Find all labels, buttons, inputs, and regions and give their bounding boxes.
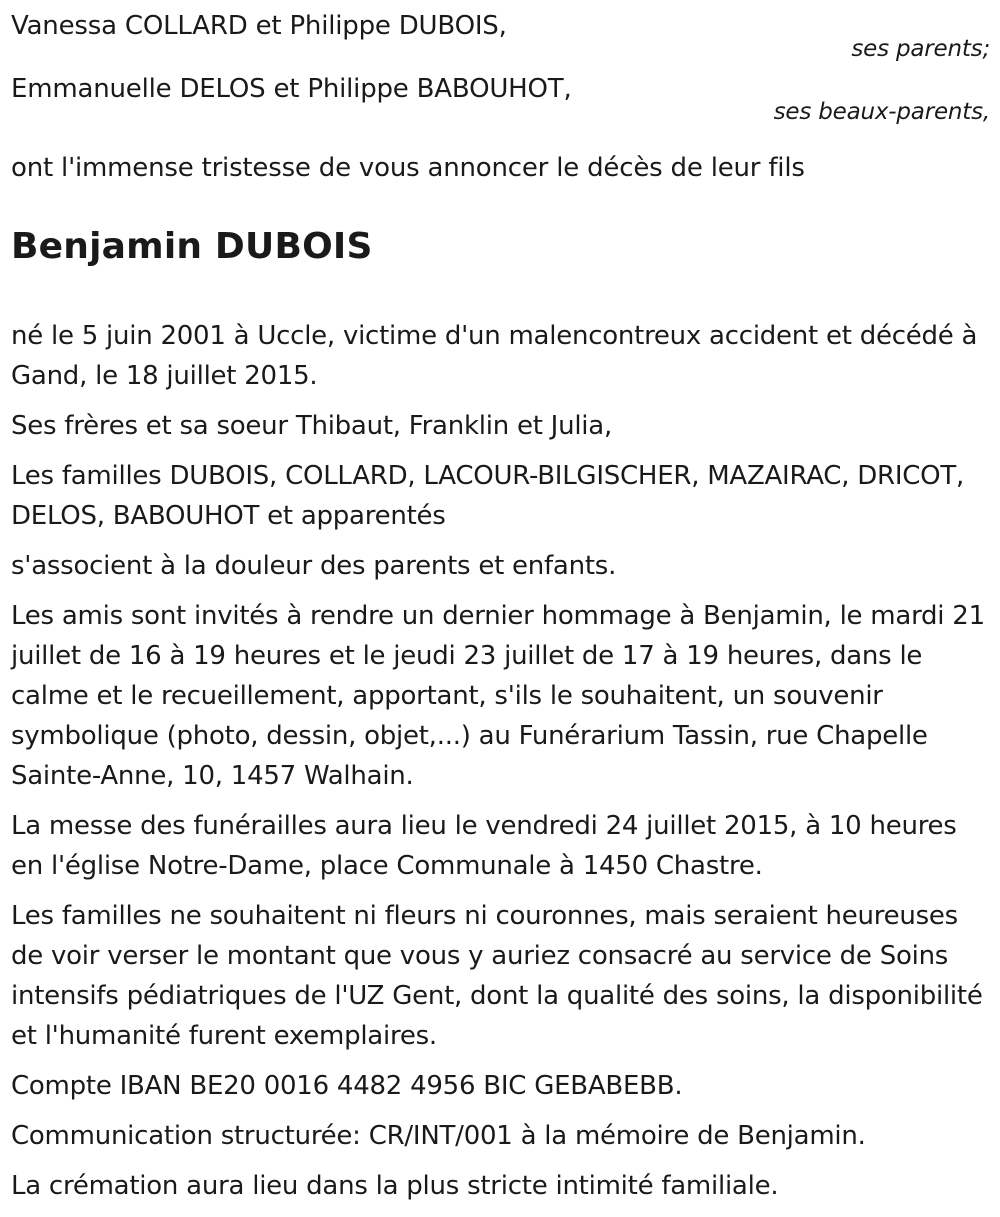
parents-names: Vanessa COLLARD et Philippe DUBOIS, <box>11 11 507 41</box>
deceased-name: Benjamin DUBOIS <box>11 226 373 267</box>
parents-relation: ses parents; <box>851 36 990 62</box>
visitation-paragraph: Les amis sont invités à rendre un dernier hommage à Benjamin, le mardi 21 juillet de 16 à 19 heures et le jeudi 23 juillet de 17 à 19 heures, dans le calme et le recueillement, apportant, s'ils le souhaitent, un souvenir symbolique (photo, dessin, objet,...) au Funérarium Tassin, rue Chapelle Sainte-Anne, 10, 1457 Walhain. <box>11 601 985 791</box>
condolence-paragraph: s'associent à la douleur des parents et enfants. <box>11 551 617 581</box>
cremation-paragraph: La crémation aura lieu dans la plus stricte intimité familiale. <box>11 1171 779 1201</box>
bank-account-paragraph: Compte IBAN BE20 0016 4482 4956 BIC GEBABEBB. <box>11 1071 683 1101</box>
families-paragraph: Les familles DUBOIS, COLLARD, LACOUR-BILGISCHER, MAZAIRAC, DRICOT, DELOS, BABOUHOT et apparentés <box>11 461 965 531</box>
obituary-body <box>11 316 990 1216</box>
in-laws-names: Emmanuelle DELOS et Philippe BABOUHOT, <box>11 74 572 104</box>
birth-death-paragraph: né le 5 juin 2001 à Uccle, victime d'un malencontreux accident et décédé à Gand, le 18 juillet 2015. <box>11 321 978 391</box>
in-laws-relation: ses beaux-parents, <box>773 99 990 125</box>
donation-paragraph: Les familles ne souhaitent ni fleurs ni couronnes, mais seraient heureuses de voir verser le montant que vous y auriez consacré au service de Soins intensifs pédiatriques de l'UZ Gent, dont la qualité des soins, la disponibilité et l'humanité furent exemplaires. <box>11 901 983 1051</box>
structured-communication-paragraph: Communication structurée: CR/INT/001 à la mémoire de Benjamin. <box>11 1121 866 1151</box>
funeral-mass-paragraph: La messe des funérailles aura lieu le vendredi 24 juillet 2015, à 10 heures en l'église Notre-Dame, place Communale à 1450 Chastre. <box>11 811 957 881</box>
announcement-intro: ont l'immense tristesse de vous annoncer le décès de leur fils <box>11 153 805 183</box>
siblings-paragraph: Ses frères et sa soeur Thibaut, Franklin et Julia, <box>11 411 612 441</box>
